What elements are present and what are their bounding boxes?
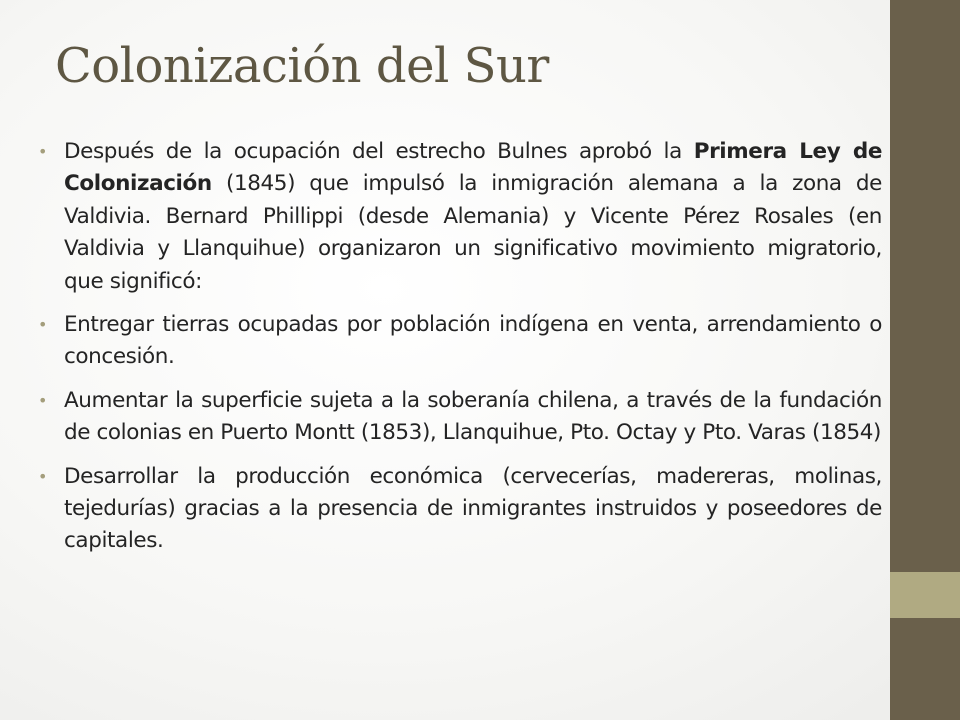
bullet-list — [38, 136, 882, 569]
bullet-item-3 — [38, 385, 882, 450]
sidebar-decoration — [890, 0, 960, 572]
bullet-icon: • — [38, 390, 48, 410]
bullet-icon: • — [38, 315, 48, 335]
bullet-icon: • — [38, 142, 48, 161]
bullet-text-pre: Después de la ocupación del estrecho Bulnes aprobó la — [64, 139, 694, 164]
bullet-text: Entregar tierras ocupadas por población indígena en venta, arrendamiento o concesión. — [64, 312, 882, 370]
bullet-text-post: (1845) que impulsó la inmigración alemana a la zona de Valdivia. Bernard Phillippi (desde Alemania) y Vicente Pérez Rosales (en Valdivia y Llanquihue) organizaron un significativo movimiento migratorio, que significó: — [64, 171, 882, 294]
bullet-text: Aumentar la superficie sujeta a la soberanía chilena, a través de la fundación de colonias en Puerto Montt (1853), Llanquihue, Pto. Octay y Pto. Varas (1854) — [64, 387, 882, 446]
bullet-text: Desarrollar la producción económica (cervecerías, madereras, molinas, tejedurías) gracias a la presencia de inmigrantes instruidos y poseedores de capitales. — [64, 463, 882, 554]
sidebar-accent-block — [890, 572, 960, 618]
bullet-item-1 — [38, 136, 882, 298]
bullet-icon: • — [38, 466, 48, 486]
bullet-item-4 — [38, 461, 882, 558]
sidebar-decoration-bottom — [890, 618, 960, 720]
bullet-item-2 — [38, 309, 882, 374]
slide-title: Colonización del Sur — [55, 38, 549, 94]
bullet-text-bold: Primera Ley de Colonización — [64, 139, 882, 197]
